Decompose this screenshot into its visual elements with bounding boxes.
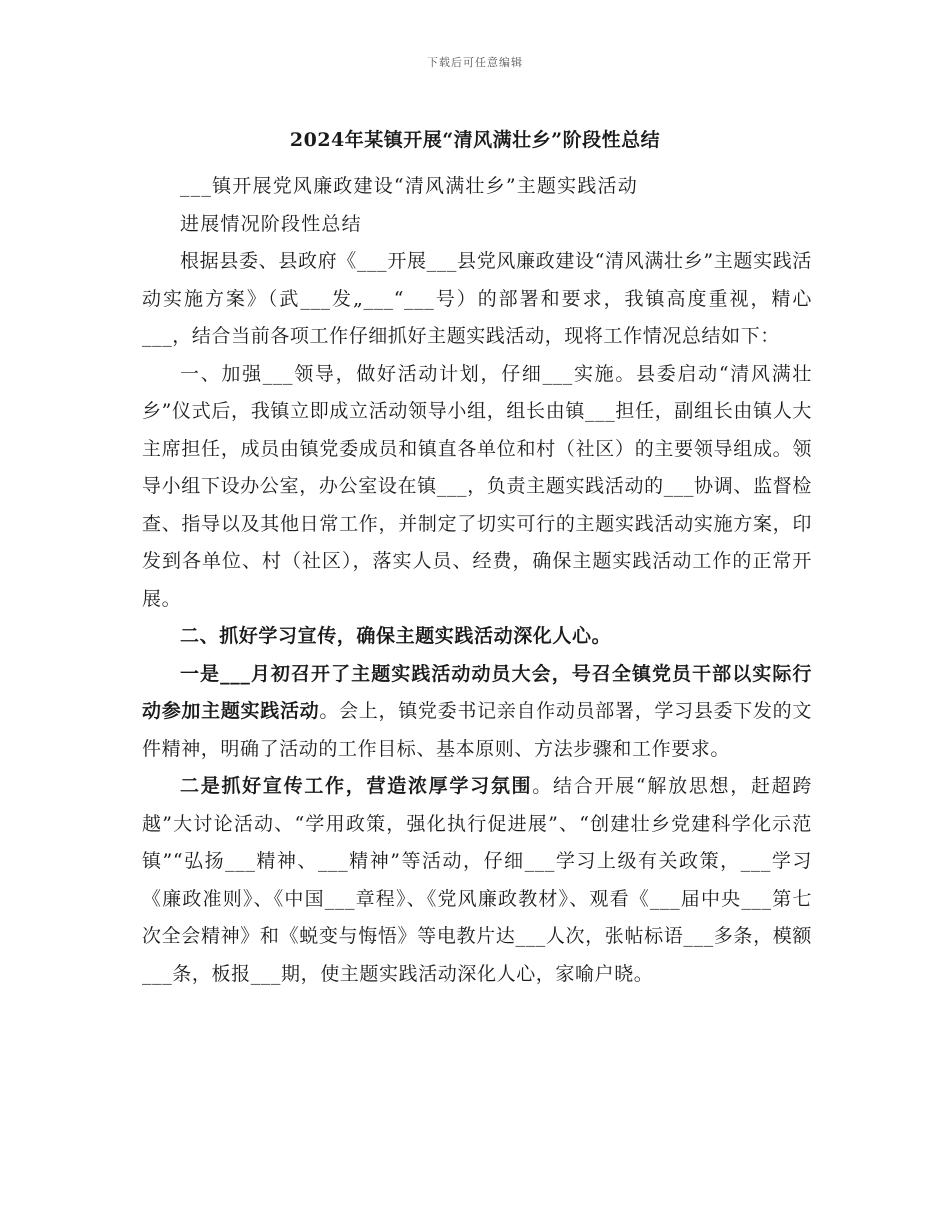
paragraph-intro <box>142 243 812 356</box>
section-heading-two <box>142 618 812 656</box>
paragraph-section-one <box>142 356 812 619</box>
header-note: 下载后可任意编辑 <box>427 56 523 69</box>
paragraph-lead-bold: 一是___月初召开了主题实践活动动员大会，号召全镇党员干部以实际行动参加主题实践活动 <box>142 662 812 722</box>
section-heading-text: 二、抓好学习宣传，确保主题实践活动深化人心。 <box>180 625 612 647</box>
paragraph-text: 根据县委、县政府《___开展___县党风廉政建设“清风满壮乡”主题实践活动实施方案》（武___发„___“___号）的部署和要求，我镇高度重视，精心___，结合当前各项工作仔细抓好主题实践活动，现将工作情况总结如下： <box>142 250 812 347</box>
document-title: 2024年某镇开展“清风满壮乡”阶段性总结 <box>289 129 661 151</box>
paragraph-point-one <box>142 656 812 769</box>
document-body <box>142 168 812 993</box>
paragraph-text: 一、加强___领导，做好活动计划，仔细___实施。县委启动“清风满壮乡”仪式后，我镇立即成立活动领导小组，组长由镇___担任，副组长由镇人大主席担任，成员由镇党委成员和镇直各单位和村（社区）的主要领导组成。领导小组下设办公室，办公室设在镇___，负责主题实践活动的___协调、监督检查、指导以及其他日常工作，并制定了切实可行的主题实践活动实施方案，印发到各单位、村（社区），落实人员、经费，确保主题实践活动工作的正常开展。 <box>142 362 812 610</box>
paragraph-subtitle-line-1 <box>142 168 812 206</box>
paragraph-lead-bold: 二是抓好宣传工作，营造浓厚学习氛围 <box>180 775 533 797</box>
paragraph-text: 。会上，镇党委书记亲自作动员部署，学习县委下发的文件精神，明确了活动的工作目标、基本原则、方法步骤和工作要求。 <box>142 700 812 760</box>
paragraph-point-two <box>142 768 812 993</box>
paragraph-text: 进展情况阶段性总结 <box>180 212 362 235</box>
paragraph-text: ___镇开展党风廉政建设“清风满壮乡”主题实践活动 <box>180 175 638 197</box>
paragraph-subtitle-line-2 <box>142 206 812 244</box>
paragraph-text: 。结合开展“解放思想，赶超跨越”大讨论活动、“学用政策，强化执行促进展”、“创建壮乡党建科学化示范镇”“弘扬___精神、___精神”等活动，仔细___学习上级有关政策，___学习《廉政准则》、《中国___章程》、《党风廉政教材》、观看《___届中央___第七次全会精神》和《蜕变与悔悟》等电教片达___人次，张帖标语___多条，模额___条，板报___期，使主题实践活动深化人心，家喻户晓。 <box>142 775 813 985</box>
